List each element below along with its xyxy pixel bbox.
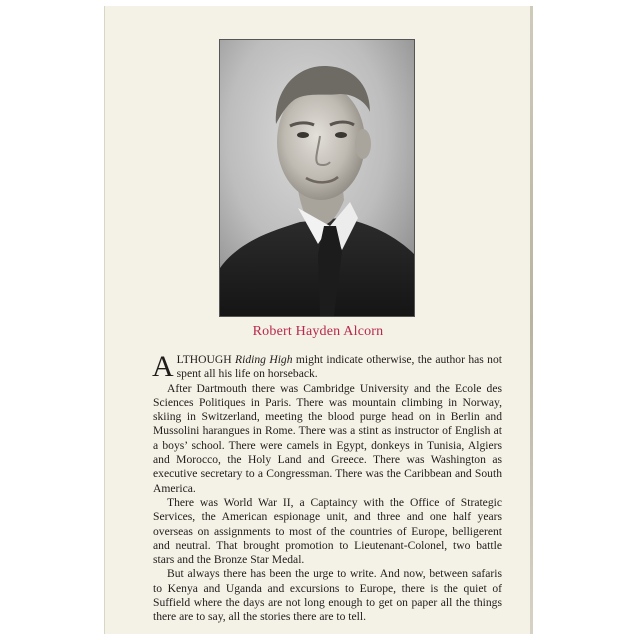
intro-lead-word: LTHOUGH (176, 353, 232, 366)
author-portrait (219, 39, 415, 317)
book-title: Riding High (235, 353, 293, 366)
book-jacket-back (104, 6, 533, 634)
bio-paragraph: After Dartmouth there was Cambridge University and the Ecole des Sciences Politiques in Paris. There was mountain climbing in Norway, skiing in Switzerland, meeting the blood purge head on in Berlin and Mussolini harangues in Rome. There was a stint as instructor of English at a boys’ school. There were camels in Egypt, donkeys in Tunisia, Algiers and Morocco, the Holy Land and Greece. There was Washington as executive secretary to a Congressman. There was the Caribbean and South America. (153, 381, 502, 495)
jacket-edge (530, 6, 533, 634)
drop-cap: A (152, 350, 174, 383)
author-name-caption: Robert Hayden Alcorn (252, 324, 384, 339)
bio-paragraph-intro (152, 350, 502, 383)
author-biography (152, 350, 502, 625)
bio-paragraph: There was World War II, a Captaincy with the Office of Strategic Services, the American espionage unit, and three and one half years overseas on assignments to most of the countries of Europe, belligerent and neutral. That brought promotion to Lieutenant-Colonel, two battle stars and the Bronze Star Medal. (153, 495, 502, 567)
bio-paragraph: But always there has been the urge to write. And now, between safaris to Kenya and Uganda and excursions to Europe, there is the quiet of Suffield where the days are not long enough to get on paper all the things there are to say, all the stories there are to tell. (153, 567, 502, 624)
intro-rest: might indicate otherwise, the author has not spent all his life on horseback. (176, 353, 502, 381)
